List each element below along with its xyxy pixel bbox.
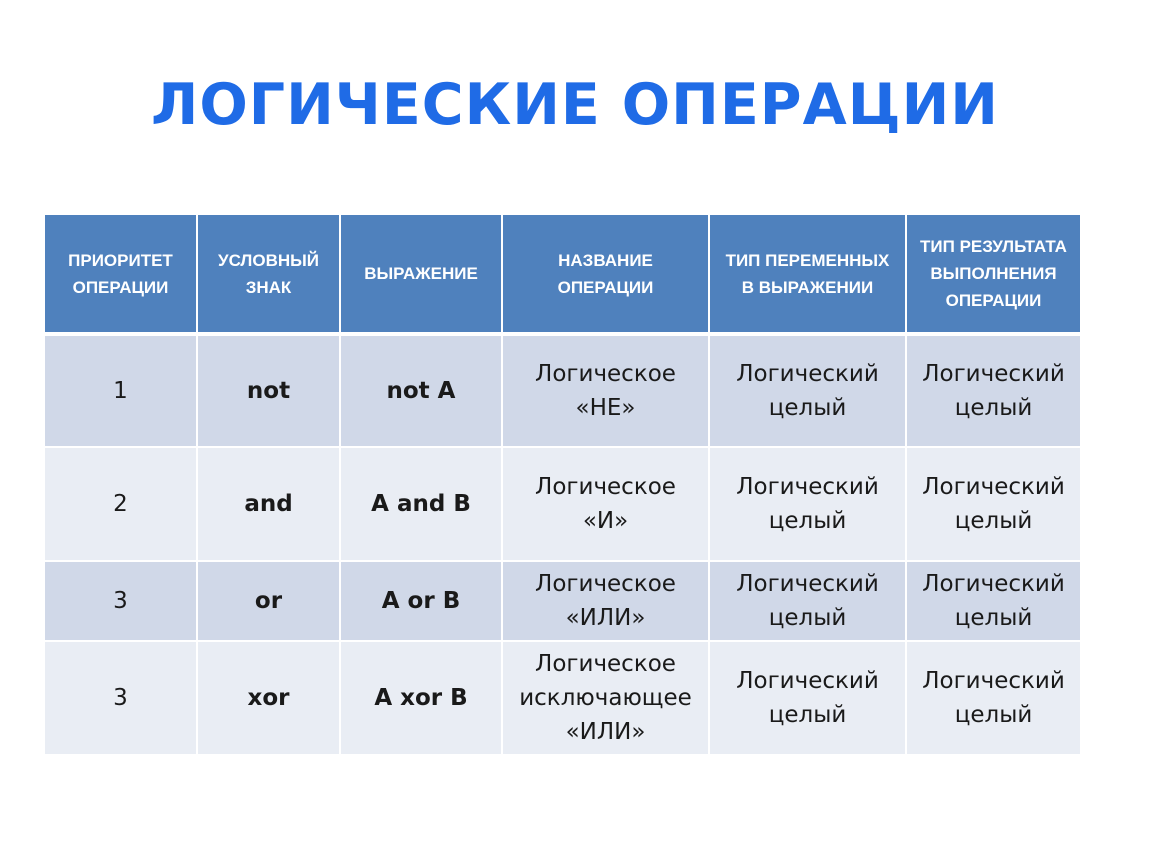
header-operation-name: НАЗВАНИЕ ОПЕРАЦИИ	[503, 215, 710, 336]
symbol-cell: not	[198, 336, 341, 448]
variable-type-cell: Логический целый	[710, 448, 907, 562]
header-expression: ВЫРАЖЕНИЕ	[341, 215, 503, 336]
table-row	[45, 642, 1080, 756]
result-type-cell: Логический целый	[907, 336, 1080, 448]
table-row	[45, 562, 1080, 642]
result-type-cell: Логический целый	[907, 642, 1080, 756]
variable-type-cell: Логический целый	[710, 562, 907, 642]
table-header-row	[45, 215, 1080, 336]
expression-cell: A and B	[341, 448, 503, 562]
header-symbol: УСЛОВНЫЙ ЗНАК	[198, 215, 341, 336]
variable-type-cell: Логический целый	[710, 336, 907, 448]
operation-name-cell: Логическое «НЕ»	[503, 336, 710, 448]
operations-table	[45, 215, 1080, 756]
priority-cell: 1	[45, 336, 198, 448]
operation-name-cell: Логическое «ИЛИ»	[503, 562, 710, 642]
operation-name-cell: Логическое исключающее «ИЛИ»	[503, 642, 710, 756]
expression-cell: A xor B	[341, 642, 503, 756]
priority-cell: 3	[45, 562, 198, 642]
expression-cell: not A	[341, 336, 503, 448]
table-row	[45, 336, 1080, 448]
header-result-type: ТИП РЕЗУЛЬТАТА ВЫПОЛНЕНИЯ ОПЕРАЦИИ	[907, 215, 1080, 336]
priority-cell: 3	[45, 642, 198, 756]
symbol-cell: or	[198, 562, 341, 642]
page-title: ЛОГИЧЕСКИЕ ОПЕРАЦИИ	[150, 72, 999, 138]
variable-type-cell: Логический целый	[710, 642, 907, 756]
symbol-cell: xor	[198, 642, 341, 756]
expression-cell: A or B	[341, 562, 503, 642]
operation-name-cell: Логическое «И»	[503, 448, 710, 562]
result-type-cell: Логический целый	[907, 562, 1080, 642]
priority-cell: 2	[45, 448, 198, 562]
header-priority: ПРИОРИТЕТ ОПЕРАЦИИ	[45, 215, 198, 336]
header-variable-type: ТИП ПЕРЕМЕННЫХ В ВЫРАЖЕНИИ	[710, 215, 907, 336]
result-type-cell: Логический целый	[907, 448, 1080, 562]
symbol-cell: and	[198, 448, 341, 562]
table-row	[45, 448, 1080, 562]
